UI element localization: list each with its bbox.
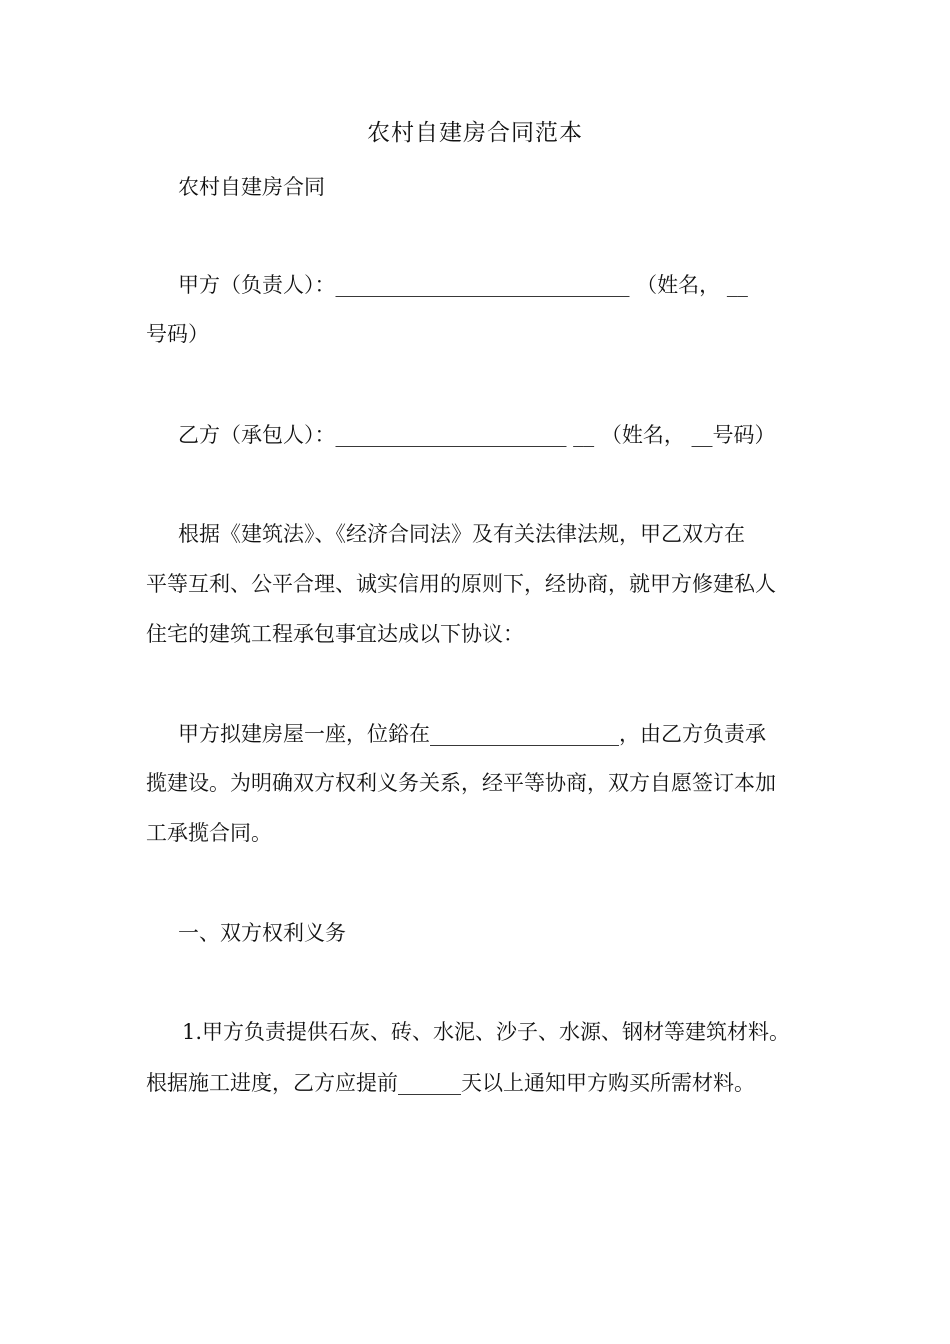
location-paragraph-line: 甲方拟建房屋一座，位鋊在__________________，由乙方负责承 <box>178 722 766 746</box>
document-title: 农村自建房合同范本 <box>367 120 583 146</box>
preamble-paragraph-line: 根据《建筑法》、《经济合同法》及有关法律法规，甲乙双方在 <box>178 522 745 546</box>
clause-item-line: 1.甲方负责提供石灰、砖、水泥、沙子、水源、钢材等建筑材料。 <box>182 1020 791 1044</box>
party-a-line: 甲方（负责人）：____________________________ （姓名， __ <box>178 273 748 297</box>
party-b-line: 乙方（承包人）：______________________ __ （姓名， __号码） <box>178 423 776 447</box>
location-paragraph-line: 揽建设。为明确双方权利义务关系，经平等协商，双方自愿签订本加 <box>146 771 776 795</box>
section-heading: 一、双方权利义务 <box>178 921 346 945</box>
contract-subtitle: 农村自建房合同 <box>178 175 325 199</box>
party-a-line-continued: 号码） <box>146 322 209 346</box>
preamble-paragraph-line: 住宅的建筑工程承包事宜达成以下协议： <box>146 622 524 646</box>
location-paragraph-line: 工承揽合同。 <box>146 821 272 845</box>
preamble-paragraph-line: 平等互利、公平合理、诚实信用的原则下，经协商，就甲方修建私人 <box>146 572 776 596</box>
clause-item-line: 根据施工进度，乙方应提前______天以上通知甲方购买所需材料。 <box>146 1071 755 1095</box>
